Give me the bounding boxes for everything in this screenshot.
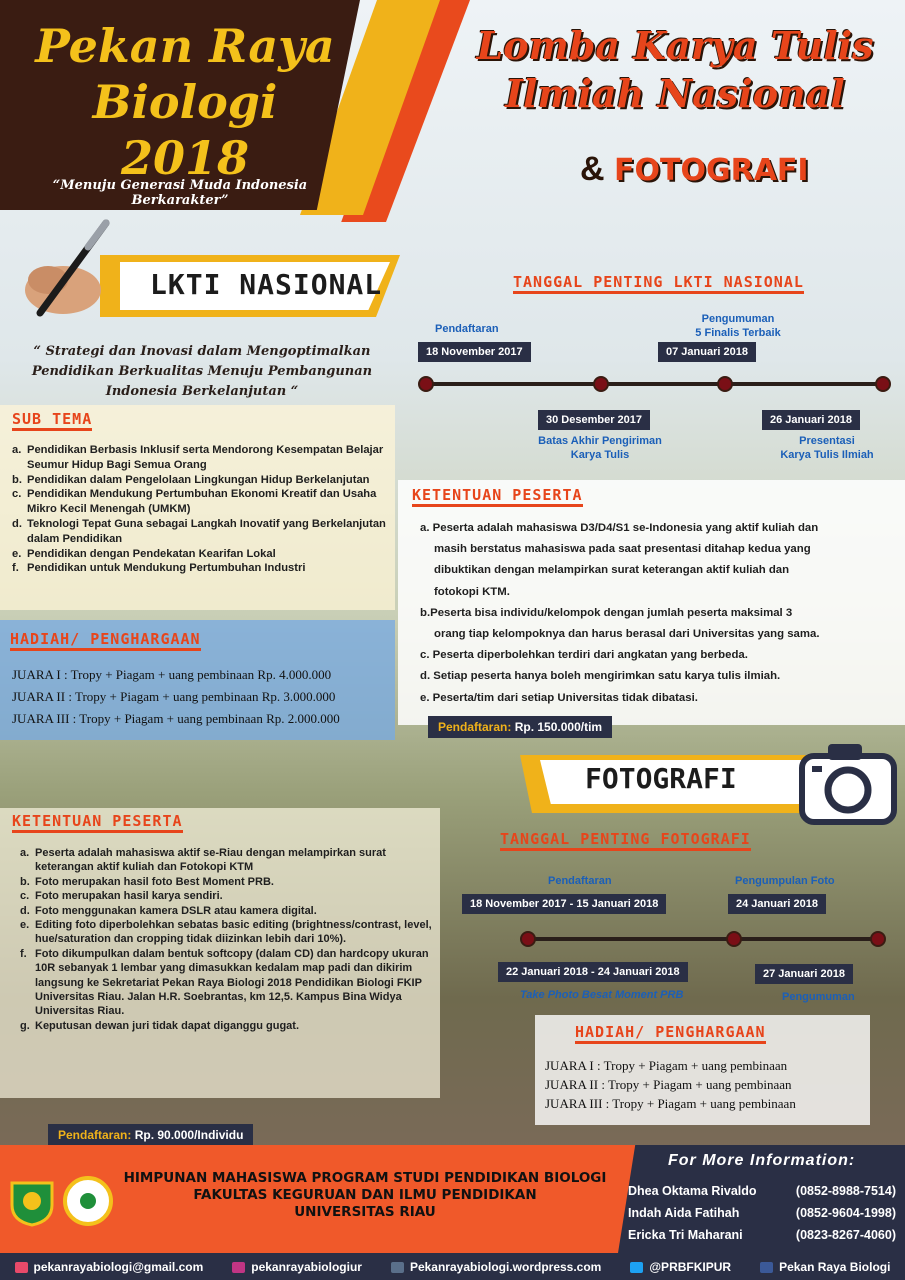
headline-line1: Lomba Karya Tulis xyxy=(476,23,874,68)
brand-tagline: “Menuju Generasi Muda Indonesia Berkarakter” xyxy=(52,178,308,208)
lkti-fee-badge xyxy=(428,716,612,738)
list-item: dibuktikan dengan melampirkan surat keterangan aktif kuliah dan xyxy=(434,564,790,577)
lkti-tl-pengumuman-date: 07 Januari 2018 xyxy=(658,342,756,362)
list-item xyxy=(20,918,440,947)
list-item: b.Peserta bisa individu/kelompok dengan jumlah peserta maksimal 3 xyxy=(420,606,793,619)
social-twitter[interactable] xyxy=(630,1260,731,1274)
caption-line: Presentasi xyxy=(799,435,855,447)
contact-name: Dhea Oktama Rivaldo xyxy=(628,1184,757,1198)
university-logo-icon xyxy=(6,1175,58,1227)
wordpress-icon xyxy=(391,1262,404,1273)
org-line: FAKULTAS KEGURUAN DAN ILMU PENDIDIKAN xyxy=(193,1187,537,1203)
contact-phone[interactable]: (0852-9604-1998) xyxy=(795,1206,896,1220)
lkti-tl-presentasi-caption xyxy=(762,434,892,462)
foto-tl-pengumuman-caption: Pengumuman xyxy=(782,991,855,1003)
item-text: Editing foto diperbolehkan sebatas basic editing (brightness/contrast, level, hue/saturation dan cropping tidak diizinkan lebih dari 10%). xyxy=(35,919,432,946)
contact-list xyxy=(628,1180,896,1246)
item-text: Pendidikan untuk Mendukung Pertumbuhan Industri xyxy=(27,562,306,575)
org-line: UNIVERSITAS RIAU xyxy=(294,1204,436,1220)
prize-rank: JUARA I xyxy=(12,667,61,682)
contact-name: Ericka Tri Maharani xyxy=(628,1228,743,1242)
lkti-hadiah-list xyxy=(12,664,340,730)
item-text: Keputusan dewan juri tidak dapat diganggu gugat. xyxy=(35,1019,300,1032)
twitter-icon xyxy=(630,1262,643,1273)
brand-year: 2018 xyxy=(120,131,250,185)
item-marker: f. xyxy=(12,562,19,575)
timeline-dot xyxy=(593,376,609,392)
social-instagram[interactable] xyxy=(232,1260,362,1274)
wordpress-link[interactable]: Pekanrayabiologi.wordpress.com xyxy=(409,1259,602,1274)
himpunan-logo-icon xyxy=(62,1175,114,1227)
caption-line: Pengumuman xyxy=(701,313,775,325)
contact-row xyxy=(628,1224,896,1246)
lkti-tl-batas-date: 30 Desember 2017 xyxy=(538,410,650,430)
contact-row xyxy=(628,1202,896,1224)
foto-tl-take-caption: Take Photo Besat Moment PRB xyxy=(520,989,684,1001)
instagram-icon xyxy=(232,1262,245,1273)
brand-word-biologi: Biologi xyxy=(92,75,278,129)
item-text: Pendidikan dalam Pengelolaan Lingkungan Hidup Berkelanjutan xyxy=(27,473,370,486)
list-item xyxy=(12,547,387,562)
lkti-ketentuan-list xyxy=(420,518,890,709)
caption-line: Karya Tulis Ilmiah xyxy=(780,449,874,461)
lkti-tl-batas-caption xyxy=(520,434,680,462)
foto-tl-pendaftaran-caption: Pendaftaran xyxy=(548,875,612,887)
list-item xyxy=(20,846,440,875)
lkti-timeline-heading: TANGGAL PENTING LKTI NASIONAL xyxy=(513,273,804,294)
list-item xyxy=(20,875,440,889)
contact-row xyxy=(628,1180,896,1202)
prize-rank: JUARA III xyxy=(12,711,70,726)
prize-desc: : Tropy + Piagam + uang pembinaan xyxy=(605,1096,796,1111)
item-text: Teknologi Tepat Guna sebagai Langkah Inovatif yang Berkelanjutan dalam Pendidikan xyxy=(27,517,386,545)
item-text: Pendidikan Berbasis Inklusif serta Mendorong Kesempatan Belajar Seumur Hidup Bagi Semua Orang xyxy=(27,444,384,471)
contact-phone[interactable]: (0823-8267-4060) xyxy=(795,1228,896,1242)
social-email[interactable] xyxy=(15,1260,204,1274)
foto-timeline-heading: TANGGAL PENTING FOTOGRAFI xyxy=(500,830,751,851)
foto-title: FOTOGRAFI xyxy=(585,762,737,795)
foto-tl-pengumpulan-date: 24 Januari 2018 xyxy=(728,894,826,914)
timeline-dot xyxy=(418,376,434,392)
lkti-title: LKTI NASIONAL xyxy=(150,268,383,301)
caption-line: Batas Akhir Pengiriman xyxy=(538,435,662,447)
list-item: d. Setiap peserta hanya boleh mengirimkan satu karya tulis ilmiah. xyxy=(420,670,781,683)
item-marker: b. xyxy=(12,473,22,486)
org-line: HIMPUNAN MAHASISWA PROGRAM STUDI PENDIDIKAN BIOLOGI xyxy=(123,1170,607,1186)
list-item xyxy=(12,517,387,547)
item-text: Foto menggunakan kamera DSLR atau kamera digital. xyxy=(35,904,317,917)
foto-tl-pendaftaran-date: 18 November 2017 - 15 Januari 2018 xyxy=(462,894,666,914)
foto-timeline-line xyxy=(528,937,880,941)
item-text: Foto dikumpulkan dalam bentuk softcopy (dalam CD) dan hardcopy ukuran 10R sebanyak 1 lembar yang dimasukkan kedalam map padi dan dikirim langsung ke Sekretariat Pekan Raya Biologi 2018 Pendidikan Biologi FKIP Universitas Riau. Jalan H.R. Soebrantas, km 12,5. Kampus Bina Widya Universitas Riau. xyxy=(35,947,429,1018)
competition-headline xyxy=(450,22,900,118)
prize-desc: : Tropy + Piagam + uang pembinaan xyxy=(597,1058,788,1073)
timeline-dot xyxy=(717,376,733,392)
contact-name: Indah Aida Fatihah xyxy=(628,1206,740,1220)
item-marker: e. xyxy=(12,547,22,560)
timeline-dot xyxy=(870,931,886,947)
foto-tl-pengumpulan-caption: Pengumpulan Foto xyxy=(735,875,835,887)
item-text: Foto merupakan hasil karya sendiri. xyxy=(35,890,223,903)
event-brand-title xyxy=(30,18,340,186)
foto-tl-take-date: 22 Januari 2018 - 24 Januari 2018 xyxy=(498,962,688,982)
lkti-tl-pendaftaran-caption: Pendaftaran xyxy=(435,323,499,335)
prize-row xyxy=(545,1075,796,1094)
prize-desc: : Tropy + Piagam + uang pembinaan Rp. 2.000.000 xyxy=(72,711,340,726)
headline-amp-line xyxy=(580,150,809,189)
email-link[interactable]: pekanrayabiologi@gmail.com xyxy=(33,1259,204,1274)
lkti-tl-pendaftaran-date: 18 November 2017 xyxy=(418,342,531,362)
prize-rank: JUARA II xyxy=(545,1077,599,1092)
prize-desc: : Tropy + Piagam + uang pembinaan Rp. 4.000.000 xyxy=(64,667,332,682)
caption-line: 5 Finalis Terbaik xyxy=(695,327,781,339)
subtema-list xyxy=(12,443,387,576)
timeline-dot xyxy=(875,376,891,392)
prize-row xyxy=(545,1094,796,1113)
list-item xyxy=(12,473,387,488)
prize-desc: : Tropy + Piagam + uang pembinaan xyxy=(601,1077,792,1092)
lkti-tl-pengumuman-caption xyxy=(668,312,808,340)
list-item: c. Peserta diperbolehkan terdiri dari angkatan yang berbeda. xyxy=(420,649,748,662)
fee-value: Rp. 150.000/tim xyxy=(514,720,603,734)
list-item: orang tiap kelompoknya dan harus berasal dari Universitas yang sama. xyxy=(434,628,820,641)
lkti-timeline-line xyxy=(425,382,883,386)
prize-rank: JUARA III xyxy=(545,1096,603,1111)
fee-key: Pendaftaran: xyxy=(438,720,512,734)
list-item xyxy=(20,904,440,918)
item-text: Pendidikan Mendukung Pertumbuhan Ekonomi Kreatif dan Usaha Mikro Kecil Menengah (UMKM) xyxy=(27,488,377,516)
instagram-link[interactable]: pekanrayabiologiur xyxy=(251,1259,362,1274)
writing-hand-icon xyxy=(18,215,118,325)
item-marker: c. xyxy=(12,488,22,501)
list-item: e. Peserta/tim dari setiap Universitas tidak dibatasi. xyxy=(420,691,698,704)
headline-line2: Ilmiah Nasional xyxy=(505,71,845,116)
timeline-dot xyxy=(520,931,536,947)
prize-rank: JUARA I xyxy=(545,1058,594,1073)
prize-desc: : Tropy + Piagam + uang pembinaan Rp. 3.000.000 xyxy=(68,689,336,704)
item-text: Foto merupakan hasil foto Best Moment PRB. xyxy=(35,875,274,888)
prize-row xyxy=(12,708,340,730)
lkti-tl-presentasi-date: 26 Januari 2018 xyxy=(762,410,860,430)
item-marker: b. xyxy=(20,875,30,888)
subtema-heading: SUB TEMA xyxy=(12,410,92,431)
list-item xyxy=(12,487,387,517)
fee-key: Pendaftaran: xyxy=(58,1128,132,1142)
item-marker: c. xyxy=(20,890,30,903)
contact-phone[interactable]: (0852-8988-7514) xyxy=(795,1184,896,1198)
foto-hadiah-heading: HADIAH/ PENGHARGAAN xyxy=(575,1023,766,1044)
social-bar xyxy=(0,1253,905,1280)
headline-fotografi: FOTOGRAFI xyxy=(614,153,809,188)
prize-row xyxy=(12,686,340,708)
prize-row xyxy=(545,1056,796,1075)
item-marker: a. xyxy=(20,847,30,859)
facebook-icon xyxy=(760,1262,773,1273)
item-text: Peserta adalah mahasiswa aktif se-Riau dengan melampirkan surat keterangan aktif kuliah dan Fotokopi KTM xyxy=(35,847,386,874)
list-item: fotokopi KTM. xyxy=(434,585,510,598)
item-marker: f. xyxy=(20,947,27,960)
list-item xyxy=(12,561,387,576)
facebook-link[interactable]: Pekan Raya Biologi xyxy=(779,1259,891,1274)
fee-value: Rp. 90.000/Individu xyxy=(134,1128,244,1142)
foto-ketentuan-list xyxy=(20,846,440,1033)
brand-line2 xyxy=(30,74,340,186)
item-marker: d. xyxy=(12,517,22,530)
foto-fee-badge xyxy=(48,1124,253,1146)
list-item xyxy=(20,947,440,1019)
ampersand: & xyxy=(580,150,605,188)
social-wordpress[interactable] xyxy=(391,1260,601,1274)
list-item xyxy=(12,443,387,473)
camera-icon xyxy=(798,738,898,828)
email-icon xyxy=(15,1262,28,1273)
foto-tl-pengumuman-date: 27 Januari 2018 xyxy=(755,964,853,984)
item-text: Pendidikan dengan Pendekatan Kearifan Lokal xyxy=(27,547,276,560)
caption-line: Karya Tulis xyxy=(570,449,630,461)
brand-line1: Pekan Raya xyxy=(35,19,335,73)
social-facebook[interactable] xyxy=(760,1260,890,1274)
twitter-link[interactable]: @PRBFKIPUR xyxy=(649,1259,732,1274)
foto-hadiah-list xyxy=(545,1056,796,1113)
lkti-theme: “ Strategi dan Inovasi dalam Mengoptimalkan Pendidikan Berkualitas Menuju Pembangunan Indonesia Berkelanjutan “ xyxy=(31,344,373,399)
prize-rank: JUARA II xyxy=(12,689,66,704)
organizer-name xyxy=(115,1170,615,1221)
list-item: a. Peserta adalah mahasiswa D3/D4/S1 se-Indonesia yang aktif kuliah dan xyxy=(420,522,819,534)
timeline-dot xyxy=(726,931,742,947)
item-marker: d. xyxy=(20,904,30,917)
list-item: masih berstatus mahasiswa pada saat presentasi ditahap kedua yang xyxy=(434,543,811,556)
more-info-heading: For More Information: xyxy=(668,1152,856,1169)
item-marker: e. xyxy=(20,919,30,932)
item-marker: a. xyxy=(12,444,22,456)
lkti-hadiah-heading: HADIAH/ PENGHARGAAN xyxy=(10,630,201,651)
lkti-ketentuan-heading: KETENTUAN PESERTA xyxy=(412,486,583,507)
foto-ketentuan-heading: KETENTUAN PESERTA xyxy=(12,812,183,833)
item-marker: g. xyxy=(20,1019,30,1032)
list-item xyxy=(20,1019,440,1033)
prize-row xyxy=(12,664,340,686)
list-item xyxy=(20,889,440,903)
